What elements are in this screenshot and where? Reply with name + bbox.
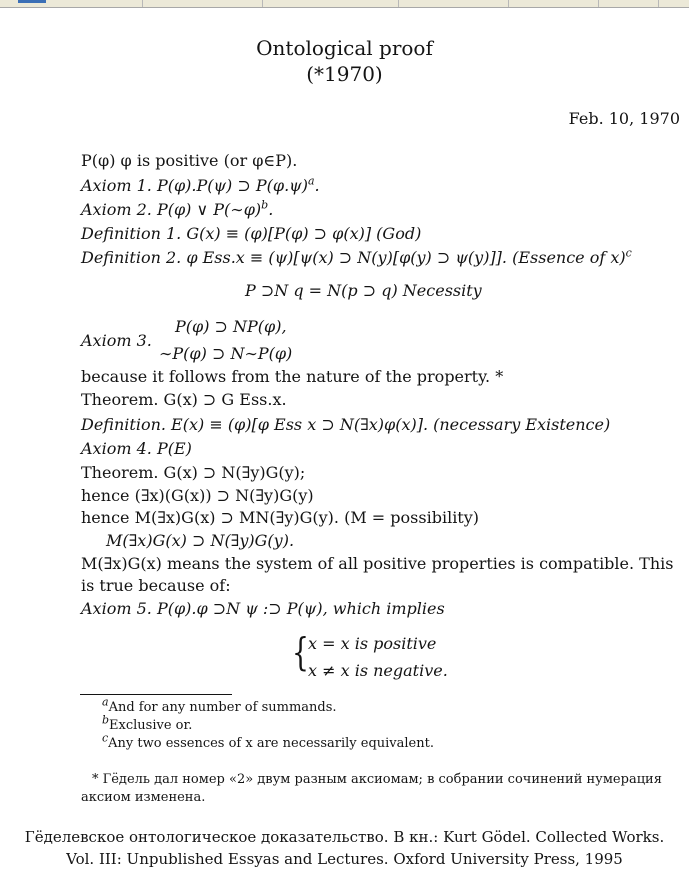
- axiom-5: Axiom 5. P(φ).φ ⊃N ψ :⊃ P(ψ), which implies: [81, 599, 445, 618]
- axiom-3-label: Axiom 3.: [81, 331, 152, 350]
- meaning-line-2: is true because of:: [81, 576, 231, 595]
- source-line-2: Vol. III: Unpublished Essyas and Lectures. Oxford University Press, 1995: [66, 850, 623, 868]
- footnote-ref-c: c: [625, 246, 632, 260]
- toolbar-tab[interactable]: [48, 0, 143, 7]
- necessity-definition: P ⊃N q = N(p ⊃ q) Necessity: [245, 281, 482, 300]
- positive-definition-line: P(φ) φ is positive (or φ∈P).: [81, 151, 298, 170]
- axiom-2-end: .: [268, 200, 274, 219]
- toolbar-tab[interactable]: [262, 0, 399, 7]
- axiom-1-end: .: [314, 176, 320, 195]
- hence-line-1: hence (∃x)(G(x)) ⊃ N(∃y)G(y): [81, 486, 314, 505]
- toolbar-tab[interactable]: [142, 0, 263, 7]
- russian-note-line-2: аксиом изменена.: [81, 790, 206, 805]
- toolbar-tab[interactable]: [598, 0, 659, 7]
- axiom-4: Axiom 4. P(E): [81, 439, 192, 458]
- footnote-a: [102, 695, 337, 715]
- definition-2: [81, 248, 632, 267]
- axiom-3-part-b: ∼P(φ) ⊃ N∼P(φ): [159, 344, 293, 363]
- footnote-a-text: And for any number of summands.: [108, 700, 337, 715]
- because-line: because it follows from the nature of the property. *: [81, 367, 504, 386]
- axiom-2-text: Axiom 2. P(φ) ∨ P(∼φ): [81, 200, 262, 219]
- footnote-b: [102, 713, 193, 733]
- footnote-c: [102, 731, 434, 751]
- active-tab-indicator[interactable]: [18, 0, 46, 3]
- theorem-1: Theorem. G(x) ⊃ G Ess.x.: [81, 390, 287, 409]
- window-toolbar-strip: [0, 0, 689, 8]
- source-line-1: Гёделевское онтологическое доказательство. В кн.: Kurt Gödel. Collected Works.: [24, 828, 665, 846]
- page-subtitle: (*1970): [306, 62, 383, 86]
- hence-line-3: M(∃x)G(x) ⊃ N(∃y)G(y).: [106, 531, 295, 550]
- axiom-3-part-a: P(φ) ⊃ NP(φ),: [175, 317, 287, 336]
- axiom-2: [81, 200, 273, 219]
- footnote-a-mark: a: [102, 695, 109, 709]
- footnote-c-text: Any two essences of x are necessarily equivalent.: [108, 736, 434, 751]
- toolbar-tab[interactable]: [508, 0, 599, 7]
- hence-line-2: hence M(∃x)G(x) ⊃ MN(∃y)G(y). (M = possibility): [81, 508, 480, 527]
- axiom-1: [81, 176, 320, 195]
- case-positive: x = x is positive: [308, 634, 437, 653]
- cases-brace: {: [292, 630, 309, 674]
- definition-existence: Definition. E(x) ≡ (φ)[φ Ess x ⊃ N(∃x)φ(x)]. (necessary Existence): [81, 415, 611, 434]
- case-negative: x ≠ x is negative.: [308, 661, 448, 680]
- meaning-line-1: M(∃x)G(x) means the system of all positive properties is compatible. This: [81, 554, 674, 573]
- definition-2-text: Definition 2. φ Ess.x ≡ (ψ)[ψ(x) ⊃ N(y)[φ(y) ⊃ ψ(y)]]. (Essence of x): [81, 248, 626, 267]
- footnote-b-text: Exclusive or.: [109, 718, 193, 733]
- theorem-2: Theorem. G(x) ⊃ N(∃y)G(y);: [81, 463, 306, 482]
- footnote-b-mark: b: [102, 713, 110, 727]
- definition-1: Definition 1. G(x) ≡ (φ)[P(φ) ⊃ φ(x)] (God): [81, 224, 422, 243]
- toolbar-tab[interactable]: [398, 0, 509, 7]
- footnote-ref-b: b: [261, 198, 269, 212]
- russian-note-line-1: * Гёдель дал номер «2» двум разным аксиомам; в собрании сочинений нумерация: [92, 772, 662, 787]
- footnote-ref-a: a: [307, 174, 315, 188]
- date: Feb. 10, 1970: [568, 109, 680, 128]
- footnote-c-mark: c: [102, 731, 109, 745]
- axiom-1-text: Axiom 1. P(φ).P(ψ) ⊃ P(φ.ψ): [81, 176, 308, 195]
- page-title: Ontological proof: [256, 36, 433, 60]
